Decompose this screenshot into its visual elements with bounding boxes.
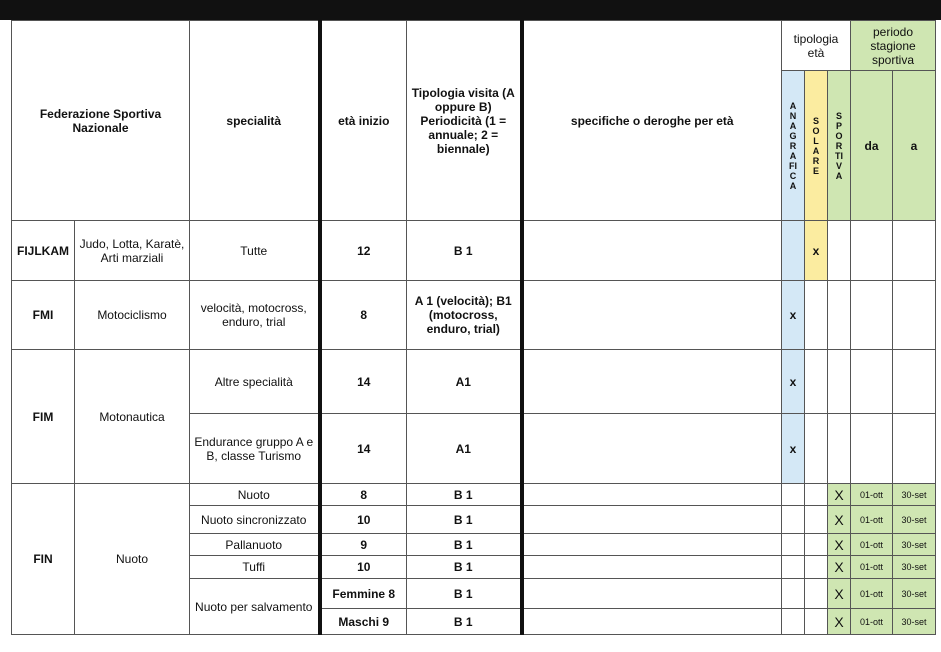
- spec-cell: velocità, motocross, enduro, trial: [190, 281, 320, 350]
- sportiva-mark: X: [828, 556, 851, 579]
- header-sportiva: SPORTIVA: [828, 71, 851, 221]
- solare-cell: [805, 281, 828, 350]
- sports-table: [11, 20, 936, 635]
- specifiche-cell: [522, 579, 782, 609]
- anagrafica-cell: [782, 484, 805, 506]
- eta-cell: 12: [320, 221, 407, 281]
- specifiche-cell: [522, 556, 782, 579]
- eta-cell: 10: [320, 506, 407, 534]
- da-cell: [851, 350, 893, 414]
- solare-cell: [805, 534, 828, 556]
- spec-cell: Endurance gruppo A e B, classe Turismo: [190, 414, 320, 484]
- specifiche-cell: [522, 221, 782, 281]
- anagrafica-mark: x: [782, 350, 805, 414]
- header-periodo-stagione: periodo stagione sportiva: [851, 21, 936, 71]
- da-cell: [851, 281, 893, 350]
- da-cell: [851, 414, 893, 484]
- specifiche-cell: [522, 414, 782, 484]
- eta-cell: 8: [320, 281, 407, 350]
- visita-cell: B 1: [407, 609, 522, 635]
- a-cell: 30-set: [893, 506, 936, 534]
- sportiva-mark: X: [828, 534, 851, 556]
- eta-cell: Femmine 8: [320, 579, 407, 609]
- da-cell: 01-ott: [851, 484, 893, 506]
- solare-cell: [805, 506, 828, 534]
- visita-cell: B 1: [407, 221, 522, 281]
- eta-cell: Maschi 9: [320, 609, 407, 635]
- top-border-bar: [0, 0, 941, 20]
- anagrafica-cell: [782, 556, 805, 579]
- spec-cell: Nuoto: [190, 484, 320, 506]
- spec-cell: Nuoto sincronizzato: [190, 506, 320, 534]
- solare-cell: [805, 556, 828, 579]
- da-cell: [851, 221, 893, 281]
- visita-cell: B 1: [407, 579, 522, 609]
- a-cell: 30-set: [893, 579, 936, 609]
- solare-cell: [805, 350, 828, 414]
- specifiche-cell: [522, 534, 782, 556]
- fed-cell: FMI: [12, 281, 75, 350]
- eta-cell: 14: [320, 350, 407, 414]
- solare-cell: [805, 414, 828, 484]
- sport-cell: Judo, Lotta, Karatè, Arti marziali: [75, 221, 190, 281]
- header-solare: SOLARE: [805, 71, 828, 221]
- sport-cell: Motonautica: [75, 350, 190, 484]
- sport-cell: Nuoto: [75, 484, 190, 635]
- a-cell: [893, 221, 936, 281]
- sportiva-cell: [828, 414, 851, 484]
- anagrafica-mark: x: [782, 281, 805, 350]
- eta-cell: 10: [320, 556, 407, 579]
- a-cell: 30-set: [893, 609, 936, 635]
- eta-cell: 8: [320, 484, 407, 506]
- visita-cell: B 1: [407, 534, 522, 556]
- sportiva-cell: [828, 221, 851, 281]
- sportiva-mark: X: [828, 579, 851, 609]
- spec-cell: Tuffi: [190, 556, 320, 579]
- spec-cell: Altre specialità: [190, 350, 320, 414]
- a-cell: [893, 281, 936, 350]
- specifiche-cell: [522, 281, 782, 350]
- fed-cell: FIN: [12, 484, 75, 635]
- fed-cell: FIJLKAM: [12, 221, 75, 281]
- da-cell: 01-ott: [851, 609, 893, 635]
- anagrafica-cell: [782, 579, 805, 609]
- visita-cell: B 1: [407, 484, 522, 506]
- spec-cell: Pallanuoto: [190, 534, 320, 556]
- sportiva-mark: X: [828, 609, 851, 635]
- sportiva-cell: [828, 350, 851, 414]
- da-cell: 01-ott: [851, 556, 893, 579]
- header-specifiche: specifiche o deroghe per età: [522, 21, 782, 221]
- eta-cell: 9: [320, 534, 407, 556]
- anagrafica-cell: [782, 221, 805, 281]
- table-row: [12, 221, 936, 281]
- spec-cell: Nuoto per salvamento: [190, 579, 320, 635]
- anagrafica-cell: [782, 506, 805, 534]
- header-anagrafica: ANAGRAFICA: [782, 71, 805, 221]
- spec-cell: Tutte: [190, 221, 320, 281]
- specifiche-cell: [522, 484, 782, 506]
- specifiche-cell: [522, 609, 782, 635]
- solare-cell: [805, 484, 828, 506]
- header-eta-inizio: età inizio: [320, 21, 407, 221]
- visita-cell: B 1: [407, 556, 522, 579]
- visita-cell: B 1: [407, 506, 522, 534]
- specifiche-cell: [522, 350, 782, 414]
- header-tipologia-eta: tipologia età: [782, 21, 851, 71]
- a-cell: 30-set: [893, 484, 936, 506]
- a-cell: 30-set: [893, 556, 936, 579]
- sportiva-mark: X: [828, 506, 851, 534]
- fed-cell: FIM: [12, 350, 75, 484]
- da-cell: 01-ott: [851, 506, 893, 534]
- sport-cell: Motociclismo: [75, 281, 190, 350]
- table-row: [12, 484, 936, 506]
- anagrafica-cell: [782, 609, 805, 635]
- header-federazione: Federazione Sportiva Nazionale: [12, 21, 190, 221]
- sportiva-cell: [828, 281, 851, 350]
- solare-cell: [805, 609, 828, 635]
- visita-cell: A1: [407, 350, 522, 414]
- table-row: [12, 350, 936, 414]
- header-tipologia-visita: Tipologia visita (A oppure B) Periodicità (1 = annuale; 2 = biennale): [407, 21, 522, 221]
- visita-cell: A1: [407, 414, 522, 484]
- anagrafica-mark: x: [782, 414, 805, 484]
- sportiva-mark: X: [828, 484, 851, 506]
- visita-cell: A 1 (velocità); B1 (motocross, enduro, trial): [407, 281, 522, 350]
- da-cell: 01-ott: [851, 579, 893, 609]
- header-da: da: [851, 71, 893, 221]
- eta-cell: 14: [320, 414, 407, 484]
- a-cell: [893, 350, 936, 414]
- solare-mark: x: [805, 221, 828, 281]
- da-cell: 01-ott: [851, 534, 893, 556]
- a-cell: 30-set: [893, 534, 936, 556]
- specifiche-cell: [522, 506, 782, 534]
- a-cell: [893, 414, 936, 484]
- anagrafica-cell: [782, 534, 805, 556]
- header-a: a: [893, 71, 936, 221]
- header-specialita: specialità: [190, 21, 320, 221]
- solare-cell: [805, 579, 828, 609]
- table-row: [12, 281, 936, 350]
